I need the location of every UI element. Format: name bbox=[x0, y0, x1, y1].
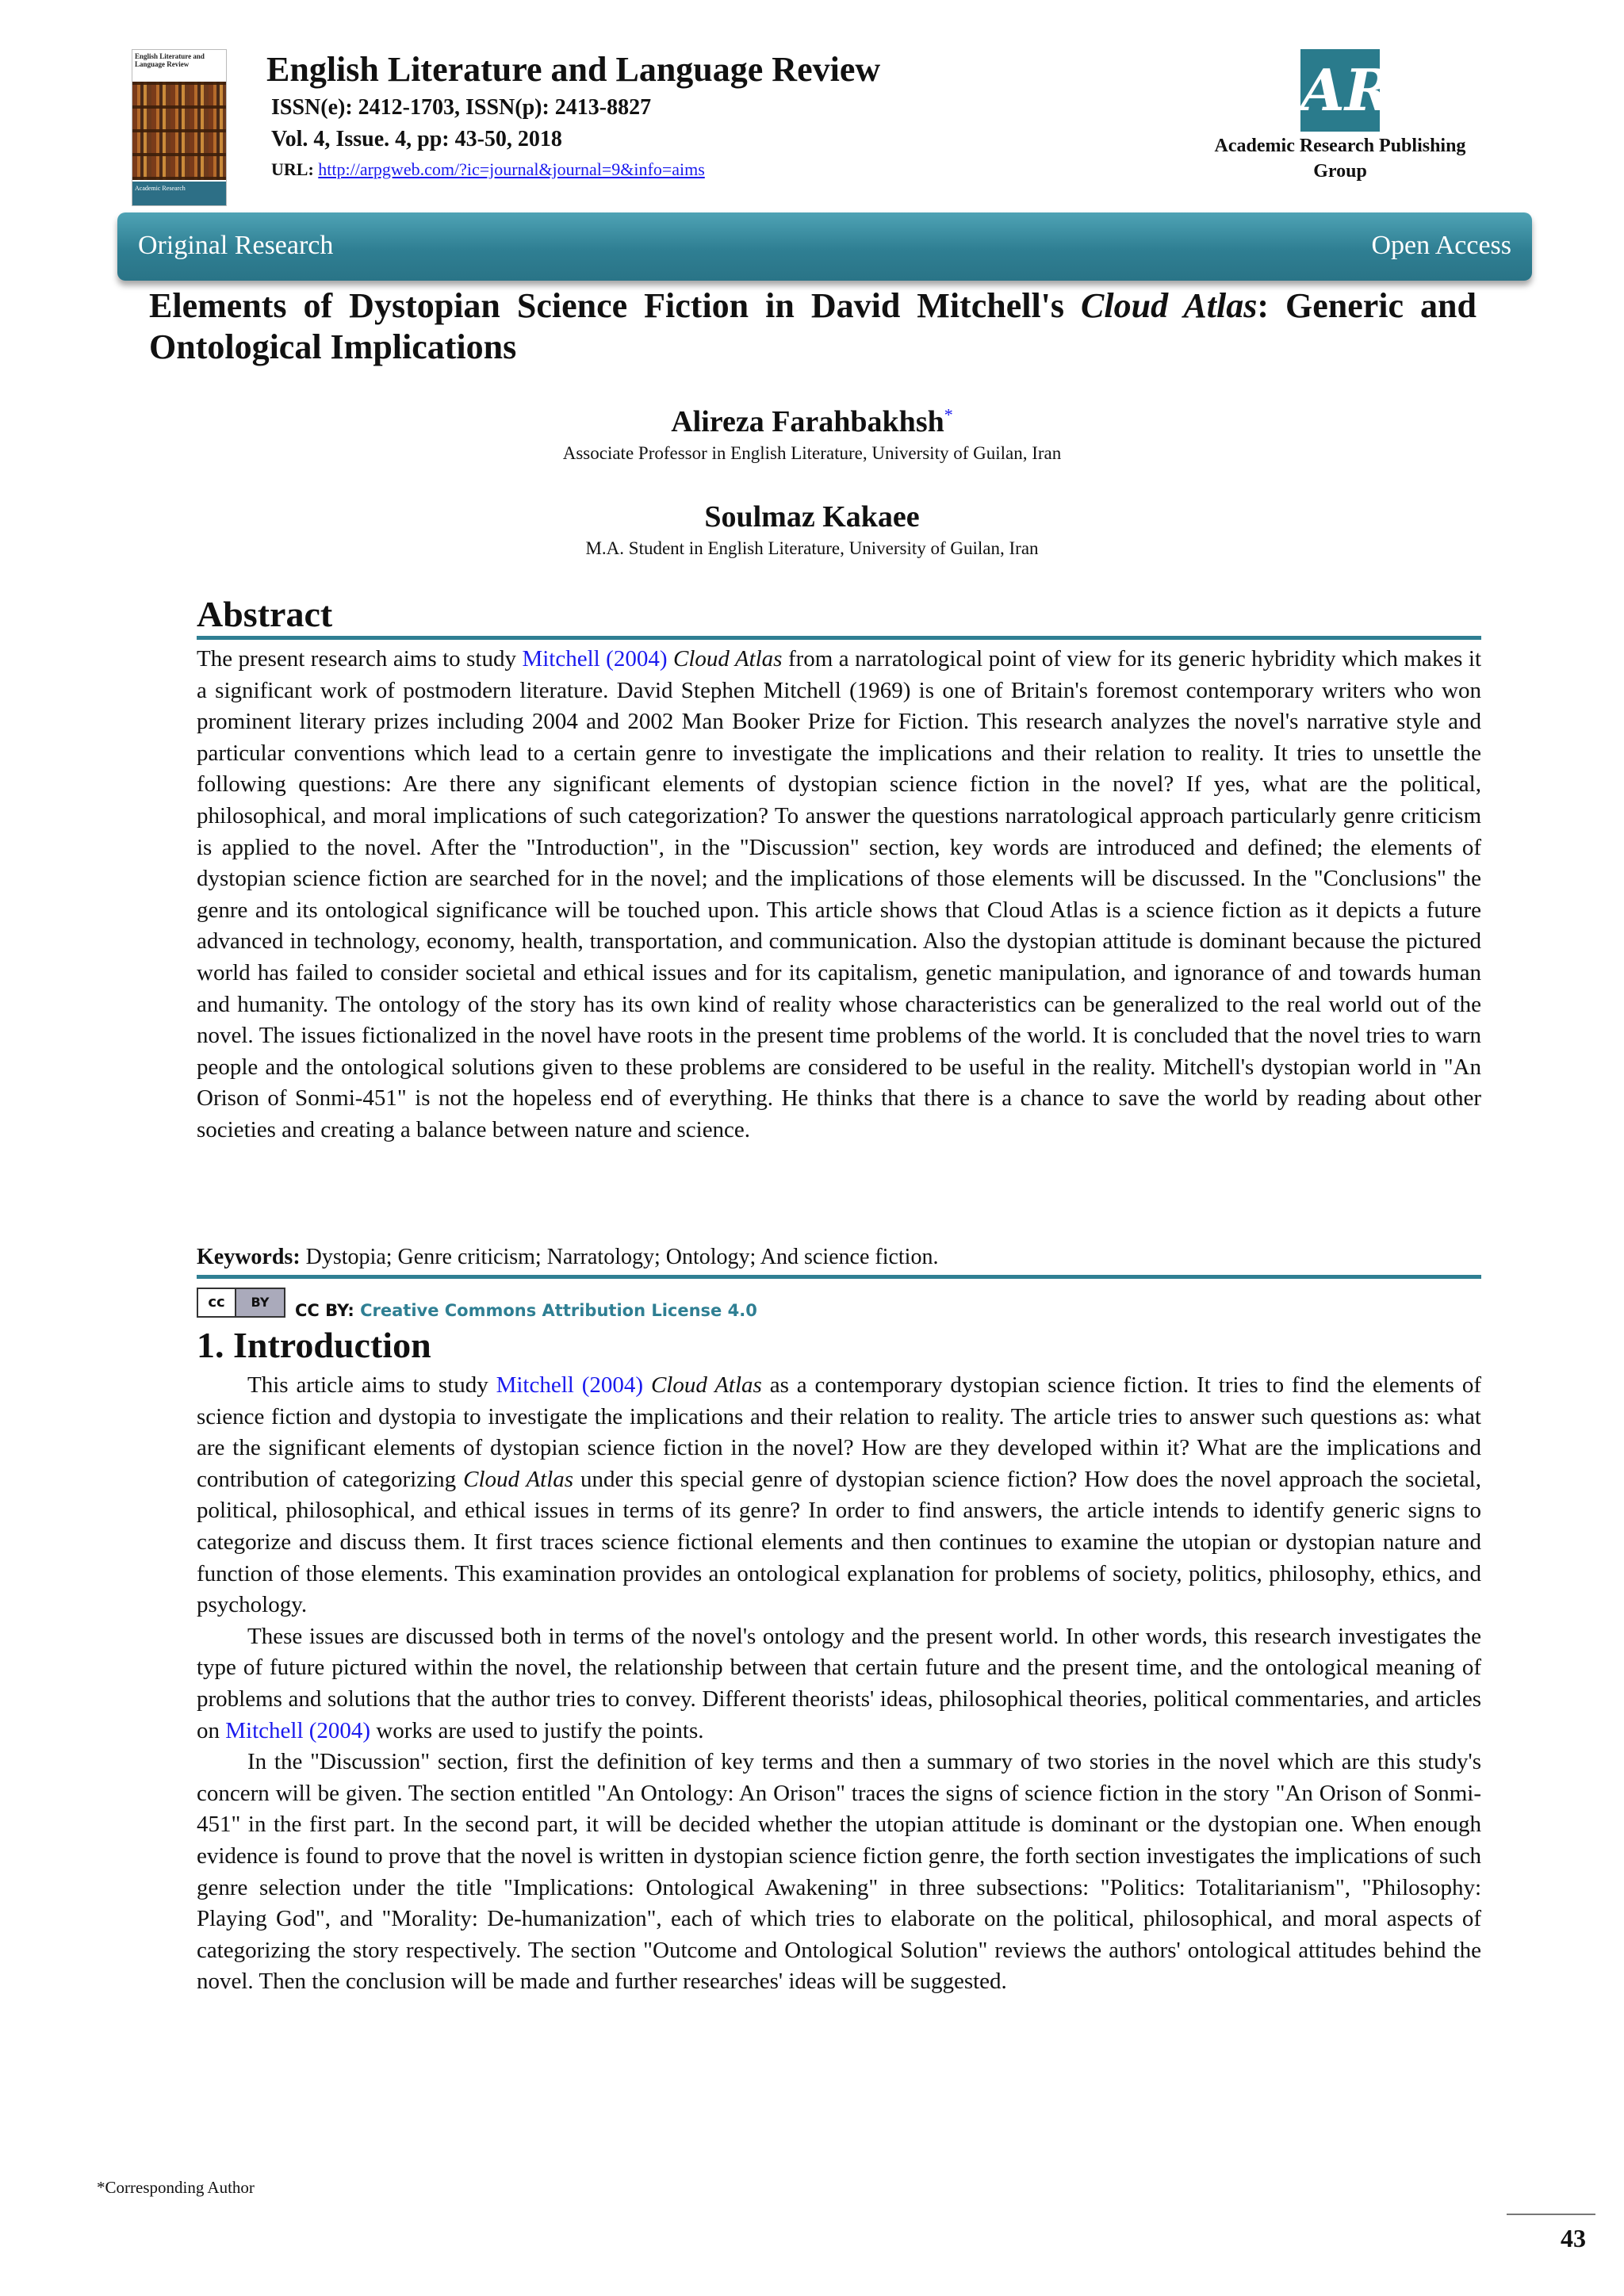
author-1 bbox=[0, 404, 1624, 439]
abstract-text-2: from a narratological point of view for its generic hybridity which makes it a significant work of postmodern literature. David Stephen Mitchell (1969) is one of Britain's foremost contemporary writers who won prominent literary prizes including 2004 and 2002 Man Booker Prize for Fiction. This research analyzes the novel's narrative style and particular conventions which lead to a certain genre to investigate the implications and their relation to reality. It tries to unsettle the following questions: Are there any significant elements of dystopian science fiction in the novel? If yes, what are the political, philosophical, and moral implications of such categorization? To answer the questions narratological approach particularly genre criticism is applied to the novel. After the "Introduction", in the "Discussion" section, key words are introduced and defined; the elements of dystopian science fiction are searched for in the novel; and the implications of those elements will be discussed. In the "Conclusions" the genre and its ontological significance will be touched upon. This article shows that Cloud Atlas is a science fiction as it depicts a future advanced in technology, economy, health, transportation, and communication. Also the dystopian attitude is dominant because the pictured world has failed to consider societal and ethical issues and for its capitalism, genetic manipulation, and ignorance of and towards human and humanity. The ontology of the story has its own kind of reality whose characteristics can be generalized to the real world out of the novel. The issues fictionalized in the novel have roots in the present time problems of the world. It is concluded that the novel tries to warn people and the ontological solutions given to these problems are considered to be useful in the reality. Mitchell's dystopian world in "An Orison of Sonmi-451" is not the hopeless end of everything. He thinks that there is a chance to save the world by reading about other societies and creating a balance between nature and science. bbox=[197, 646, 1482, 1142]
journal-url-link[interactable]: http://arpgweb.com/?ic=journal&journal=9&info=aims bbox=[318, 159, 705, 179]
banner-original-research: Original Research bbox=[138, 231, 334, 260]
page-number-rule bbox=[1507, 2214, 1595, 2215]
intro-paragraph-2 bbox=[197, 1621, 1481, 1747]
abstract-top-rule bbox=[197, 636, 1481, 640]
corresponding-author-mark[interactable]: * bbox=[944, 404, 953, 425]
author-2-affiliation: M.A. Student in English Literature, University of Guilan, Iran bbox=[585, 538, 1039, 558]
intro-space bbox=[643, 1372, 651, 1398]
introduction-heading: 1. Introduction bbox=[197, 1325, 431, 1365]
intro-p2-text-b: works are used to justify the points. bbox=[370, 1717, 704, 1743]
abstract-bottom-rule bbox=[197, 1275, 1481, 1279]
publisher-name-line1: Academic Research Publishing bbox=[1214, 136, 1466, 156]
author-1-affiliation: Associate Professor in English Literature, University of Guilan, Iran bbox=[562, 443, 1062, 463]
cc-icon: cc bbox=[198, 1289, 236, 1316]
url-label: URL: bbox=[271, 159, 319, 179]
license-line bbox=[295, 1300, 757, 1321]
license-label: CC BY: bbox=[295, 1301, 361, 1320]
intro-p2-citation-link[interactable]: Mitchell (2004) bbox=[225, 1717, 371, 1743]
page-number: 43 bbox=[1561, 2224, 1586, 2252]
introduction-body bbox=[197, 1370, 1481, 1998]
article-type-banner bbox=[117, 212, 1532, 281]
abstract-italic-title: Cloud Atlas bbox=[673, 646, 783, 672]
cover-title: English Literature and Language Review bbox=[135, 52, 205, 68]
intro-p2-text-a: These issues are discussed both in terms of the novel's ontology and the present world. In other words, this research investigates the type of future pictured within the novel, the relationship between that certain future and the present time, and the ontological meaning of problems and solutions that the author tries to convey. Different theorists' ideas, philosophical theories, political commentaries, and articles on bbox=[197, 1623, 1481, 1743]
paper-title bbox=[149, 285, 1477, 368]
abstract-text-1: The present research aims to study bbox=[197, 646, 523, 672]
journal-volume: Vol. 4, Issue. 4, pp: 43-50, 2018 bbox=[271, 127, 562, 151]
banner-open-access: Open Access bbox=[1371, 231, 1511, 260]
keywords-list: Dystopia; Genre criticism; Narratology; Ontology; And science fiction. bbox=[300, 1245, 939, 1269]
journal-title: English Literature and Language Review bbox=[266, 50, 881, 89]
intro-p1-text-a: This article aims to study bbox=[247, 1372, 496, 1398]
cover-footer: Academic Research bbox=[132, 182, 226, 205]
intro-paragraph-1 bbox=[197, 1370, 1481, 1621]
abstract-heading: Abstract bbox=[197, 594, 333, 634]
by-icon: BY bbox=[236, 1289, 284, 1316]
journal-issn: ISSN(e): 2412-1703, ISSN(p): 2413-8827 bbox=[271, 95, 652, 120]
corresponding-author-footnote: *Corresponding Author bbox=[97, 2178, 255, 2197]
title-part2: : Generic and Ontological Implications bbox=[149, 286, 1477, 366]
title-italic: Cloud Atlas bbox=[1081, 286, 1258, 325]
publisher-name bbox=[1182, 133, 1499, 184]
intro-p1-text-b: as a contemporary dystopian science fiction. It tries to find the elements of science fiction and dystopia to investigate the implications and their relation to reality. The article tries to answer such questions as: what are the significant elements of dystopian science fiction in the novel? How are they developed within it? What are the implications and contribution of categorizing bbox=[197, 1372, 1482, 1492]
publisher-name-line2: Group bbox=[1313, 161, 1367, 182]
journal-cover-image bbox=[132, 49, 227, 206]
cc-by-license-icon[interactable] bbox=[197, 1288, 285, 1318]
license-link[interactable]: Creative Commons Attribution License 4.0 bbox=[360, 1301, 757, 1320]
publisher-logo: AR bbox=[1300, 49, 1380, 132]
intro-paragraph-3: In the "Discussion" section, first the definition of key terms and then a summary of two stories in the novel which are this study's concern will be given. The section entitled "An Ontology: An Orison" traces the signs of science fiction in the story "An Orison of Sonmi-451" in the first part. In the second part, it will be decided whether the utopian attitude is dominant or the dystopian one. When enough evidence is found to prove that the novel is written in dystopian science fiction genre, the forth section investigates the implications of such genre selection under the title "Implications: Ontological Awakening" in three subsections: "Politics: Totalitarianism", "Philosophy: Playing God", and "Morality: De-humanization", each of which tries to elaborate on the political, philosophical, and moral aspects of categorizing the story respectively. The section "Outcome and Ontological Solution" reviews the authors' ontological attitudes behind the novel. Then the conclusion will be made and further researches' ideas will be suggested. bbox=[197, 1749, 1481, 1995]
author-2: Soulmaz Kakaee bbox=[704, 500, 920, 534]
cover-bookshelf-graphic bbox=[132, 82, 226, 180]
title-part1: Elements of Dystopian Science Fiction in David Mitchell's bbox=[149, 286, 1082, 325]
abstract-citation-link[interactable]: Mitchell (2004) bbox=[522, 646, 668, 672]
intro-p1-italic: Cloud Atlas bbox=[650, 1372, 762, 1398]
keywords bbox=[197, 1243, 1481, 1272]
keywords-label: Keywords: bbox=[197, 1245, 301, 1269]
intro-p1-italic-2: Cloud Atlas bbox=[463, 1466, 574, 1492]
intro-p1-text-c: under this special genre of dystopian science fiction? How does the novel approach the societal, political, philosophical, and ethical issues in terms of its genre? In order to find answers, the article intends to identify generic signs to categorize and discuss them. It first traces science fictional elements and then continues to examine the utopian or dystopian nature and function of those elements. This examination provides an ontological explanation for problems of society, politics, philosophy, ethics, and psychology. bbox=[197, 1466, 1481, 1618]
intro-p1-citation-link[interactable]: Mitchell (2004) bbox=[496, 1372, 644, 1398]
author-1-name: Alireza Farahbakhsh bbox=[671, 405, 944, 438]
abstract-body bbox=[197, 644, 1481, 1146]
abstract-space bbox=[668, 646, 673, 672]
journal-url-line bbox=[271, 157, 705, 182]
